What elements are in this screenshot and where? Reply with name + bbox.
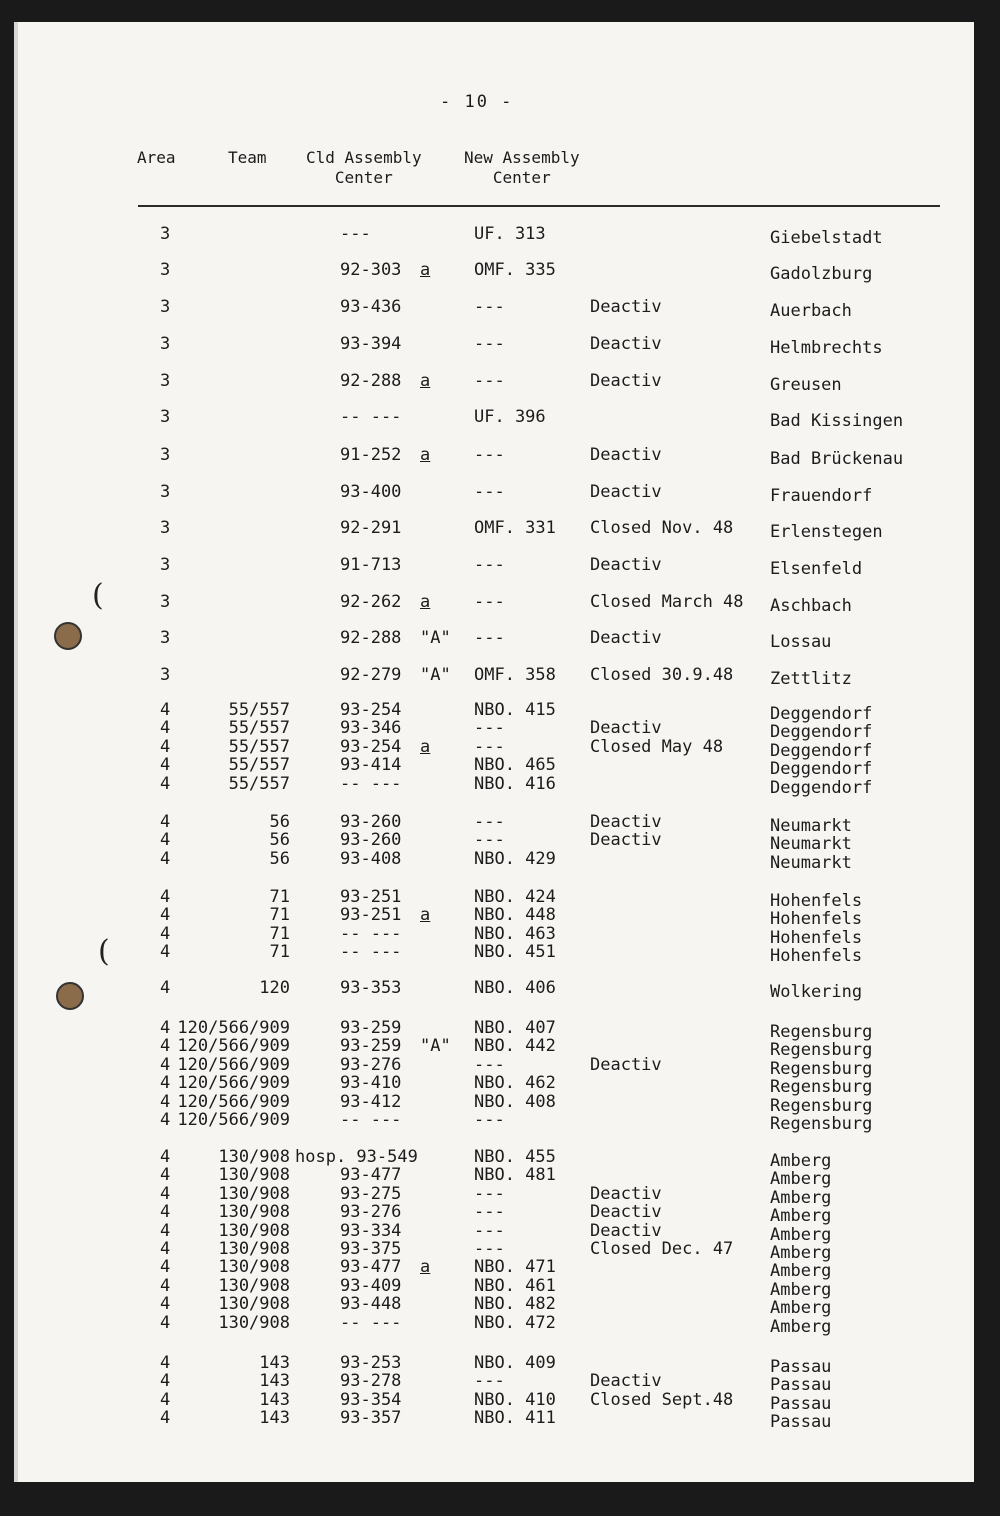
area-cell: 4	[160, 1147, 171, 1167]
place-cell: Greusen	[770, 375, 842, 395]
team-cell: 120/566/909	[177, 1073, 290, 1093]
area-cell: 4	[160, 1202, 171, 1222]
place-cell: Amberg	[770, 1188, 832, 1208]
new-center-cell: NBO. 410	[474, 1390, 556, 1410]
old-center-cell: 91-713	[340, 555, 402, 575]
area-cell: 3	[160, 334, 171, 354]
place-cell: Amberg	[770, 1169, 832, 1189]
place-cell: Regensburg	[770, 1114, 873, 1134]
area-cell: 3	[160, 371, 171, 391]
team-cell: 55/557	[228, 755, 290, 775]
place-cell: Regensburg	[770, 1022, 873, 1042]
area-cell: 3	[160, 482, 171, 502]
team-cell: 56	[269, 830, 290, 850]
status-cell: Deactiv	[590, 1184, 662, 1204]
new-center-cell: ---	[474, 1239, 505, 1259]
new-center-cell: ---	[474, 812, 505, 832]
team-cell: 143	[259, 1371, 290, 1391]
old-center-suffix: a	[420, 592, 431, 612]
place-cell: Neumarkt	[770, 853, 852, 873]
new-center-cell: NBO. 482	[474, 1294, 556, 1314]
old-center-cell: 93-410	[340, 1073, 402, 1093]
old-center-cell: 91-252	[340, 445, 402, 465]
area-cell: 3	[160, 407, 171, 427]
header-new-center: New Assembly Center	[464, 148, 580, 187]
old-center-cell: 93-278	[340, 1371, 402, 1391]
area-cell: 3	[160, 592, 171, 612]
new-center-cell: NBO. 416	[474, 774, 556, 794]
status-cell: Closed 30.9.48	[590, 665, 734, 685]
place-cell: Auerbach	[770, 301, 852, 321]
old-center-cell: -- ---	[340, 774, 402, 794]
old-center-cell: 93-448	[340, 1294, 402, 1314]
old-center-cell: 93-400	[340, 482, 402, 502]
place-cell: Passau	[770, 1375, 832, 1395]
old-center-cell: hosp. 93-549	[295, 1147, 418, 1167]
team-cell: 130/908	[218, 1165, 290, 1185]
status-cell: Deactiv	[590, 628, 662, 648]
old-center-suffix: "A"	[420, 1036, 451, 1056]
area-cell: 4	[160, 1390, 171, 1410]
place-cell: Neumarkt	[770, 816, 852, 836]
old-center-cell: 93-346	[340, 718, 402, 738]
status-cell: Deactiv	[590, 1221, 662, 1241]
place-cell: Amberg	[770, 1225, 832, 1245]
team-cell: 143	[259, 1353, 290, 1373]
new-center-cell: ---	[474, 1110, 505, 1130]
old-center-cell: 93-253	[340, 1353, 402, 1373]
new-center-cell: ---	[474, 628, 505, 648]
area-cell: 4	[160, 1257, 171, 1277]
area-cell: 4	[160, 1221, 171, 1241]
new-center-cell: NBO. 415	[474, 700, 556, 720]
status-cell: Deactiv	[590, 482, 662, 502]
place-cell: Bad Brückenau	[770, 449, 904, 469]
place-cell: Regensburg	[770, 1077, 873, 1097]
page-number: - 10 -	[440, 92, 514, 112]
team-cell: 120/566/909	[177, 1055, 290, 1075]
team-cell: 55/557	[228, 700, 290, 720]
header-area: Area	[137, 148, 176, 167]
old-center-cell: 92-279	[340, 665, 402, 685]
place-cell: Amberg	[770, 1261, 832, 1281]
old-center-cell: ---	[340, 224, 371, 244]
place-cell: Wolkering	[770, 982, 863, 1002]
new-center-cell: ---	[474, 1202, 505, 1222]
place-cell: Gadolzburg	[770, 264, 873, 284]
place-cell: Regensburg	[770, 1040, 873, 1060]
place-cell: Hohenfels	[770, 891, 863, 911]
new-center-cell: NBO. 461	[474, 1276, 556, 1296]
new-center-cell: NBO. 465	[474, 755, 556, 775]
place-cell: Passau	[770, 1412, 832, 1432]
new-center-cell: ---	[474, 1221, 505, 1241]
place-cell: Deggendorf	[770, 759, 873, 779]
team-cell: 143	[259, 1390, 290, 1410]
old-center-cell: 93-334	[340, 1221, 402, 1241]
old-center-cell: 92-303	[340, 260, 402, 280]
team-cell: 120/566/909	[177, 1018, 290, 1038]
area-cell: 4	[160, 1408, 171, 1428]
old-center-suffix: a	[420, 1257, 431, 1277]
new-center-cell: NBO. 451	[474, 942, 556, 962]
place-cell: Amberg	[770, 1206, 832, 1226]
status-cell: Closed Dec. 47	[590, 1239, 734, 1259]
area-cell: 4	[160, 812, 171, 832]
old-center-suffix: a	[420, 905, 431, 925]
punch-hole	[54, 622, 82, 650]
team-cell: 143	[259, 1408, 290, 1428]
new-center-cell: NBO. 442	[474, 1036, 556, 1056]
old-center-cell: 92-288	[340, 628, 402, 648]
punch-mark: (	[92, 578, 104, 613]
new-center-cell: ---	[474, 1371, 505, 1391]
old-center-cell: 93-276	[340, 1202, 402, 1222]
area-cell: 4	[160, 718, 171, 738]
place-cell: Regensburg	[770, 1059, 873, 1079]
new-center-cell: NBO. 471	[474, 1257, 556, 1277]
old-center-cell: -- ---	[340, 924, 402, 944]
team-cell: 71	[269, 905, 290, 925]
area-cell: 4	[160, 774, 171, 794]
status-cell: Closed May 48	[590, 737, 724, 757]
area-cell: 3	[160, 555, 171, 575]
old-center-cell: 93-254	[340, 700, 402, 720]
old-center-cell: 93-375	[340, 1239, 402, 1259]
status-cell: Deactiv	[590, 555, 662, 575]
old-center-cell: 93-414	[340, 755, 402, 775]
new-center-cell: NBO. 424	[474, 887, 556, 907]
status-cell: Deactiv	[590, 371, 662, 391]
status-cell: Closed Nov. 48	[590, 518, 734, 538]
header-rule	[138, 205, 940, 207]
team-cell: 130/908	[218, 1257, 290, 1277]
new-center-cell: NBO. 448	[474, 905, 556, 925]
area-cell: 4	[160, 1036, 171, 1056]
new-center-cell: UF. 313	[474, 224, 546, 244]
old-center-cell: 93-436	[340, 297, 402, 317]
old-center-cell: -- ---	[340, 1110, 402, 1130]
punch-mark: (	[98, 934, 110, 969]
place-cell: Elsenfeld	[770, 559, 863, 579]
new-center-cell: ---	[474, 371, 505, 391]
new-center-cell: OMF. 358	[474, 665, 556, 685]
new-center-cell: ---	[474, 1055, 505, 1075]
old-center-cell: 93-354	[340, 1390, 402, 1410]
place-cell: Passau	[770, 1394, 832, 1414]
area-cell: 4	[160, 1353, 171, 1373]
status-cell: Deactiv	[590, 1371, 662, 1391]
team-cell: 56	[269, 849, 290, 869]
punch-hole	[56, 982, 84, 1010]
old-center-cell: 93-251	[340, 905, 402, 925]
new-center-cell: ---	[474, 737, 505, 757]
area-cell: 3	[160, 518, 171, 538]
old-center-cell: 93-251	[340, 887, 402, 907]
area-cell: 4	[160, 1371, 171, 1391]
area-cell: 3	[160, 260, 171, 280]
team-cell: 130/908	[218, 1313, 290, 1333]
old-center-cell: -- ---	[340, 1313, 402, 1333]
area-cell: 4	[160, 1239, 171, 1259]
old-center-cell: -- ---	[340, 407, 402, 427]
new-center-cell: ---	[474, 555, 505, 575]
area-cell: 4	[160, 1018, 171, 1038]
place-cell: Amberg	[770, 1151, 832, 1171]
new-center-cell: NBO. 481	[474, 1165, 556, 1185]
area-cell: 4	[160, 755, 171, 775]
place-cell: Amberg	[770, 1317, 832, 1337]
team-cell: 130/908	[218, 1239, 290, 1259]
old-center-cell: 92-291	[340, 518, 402, 538]
place-cell: Amberg	[770, 1243, 832, 1263]
place-cell: Hohenfels	[770, 909, 863, 929]
status-cell: Deactiv	[590, 1202, 662, 1222]
old-center-cell: 93-275	[340, 1184, 402, 1204]
old-center-cell: 92-262	[340, 592, 402, 612]
status-cell: Deactiv	[590, 812, 662, 832]
place-cell: Amberg	[770, 1280, 832, 1300]
place-cell: Aschbach	[770, 596, 852, 616]
area-cell: 4	[160, 905, 171, 925]
team-cell: 130/908	[218, 1294, 290, 1314]
old-center-cell: 93-260	[340, 830, 402, 850]
team-cell: 130/908	[218, 1184, 290, 1204]
team-cell: 120/566/909	[177, 1110, 290, 1130]
old-center-cell: 93-254	[340, 737, 402, 757]
status-cell: Deactiv	[590, 718, 662, 738]
place-cell: Deggendorf	[770, 722, 873, 742]
area-cell: 3	[160, 445, 171, 465]
area-cell: 3	[160, 628, 171, 648]
area-cell: 4	[160, 978, 171, 998]
header-old-center: Cld Assembly Center	[306, 148, 422, 187]
new-center-cell: OMF. 335	[474, 260, 556, 280]
team-cell: 55/557	[228, 737, 290, 757]
area-cell: 4	[160, 1313, 171, 1333]
old-center-cell: 93-259	[340, 1018, 402, 1038]
old-center-cell: 93-477	[340, 1165, 402, 1185]
old-center-cell: 93-408	[340, 849, 402, 869]
place-cell: Regensburg	[770, 1096, 873, 1116]
old-center-suffix: a	[420, 737, 431, 757]
area-cell: 4	[160, 737, 171, 757]
old-center-cell: 93-409	[340, 1276, 402, 1296]
old-center-cell: 93-259	[340, 1036, 402, 1056]
status-cell: Closed March 48	[590, 592, 744, 612]
place-cell: Amberg	[770, 1298, 832, 1318]
team-cell: 120/566/909	[177, 1092, 290, 1112]
page-edge	[14, 22, 18, 1482]
area-cell: 4	[160, 700, 171, 720]
old-center-cell: 93-353	[340, 978, 402, 998]
place-cell: Giebelstadt	[770, 228, 883, 248]
team-cell: 120/566/909	[177, 1036, 290, 1056]
new-center-cell: NBO. 406	[474, 978, 556, 998]
new-center-cell: ---	[474, 334, 505, 354]
new-center-cell: ---	[474, 297, 505, 317]
team-cell: 130/908	[218, 1202, 290, 1222]
new-center-cell: ---	[474, 445, 505, 465]
area-cell: 4	[160, 1110, 171, 1130]
area-cell: 4	[160, 1073, 171, 1093]
new-center-cell: ---	[474, 718, 505, 738]
place-cell: Deggendorf	[770, 778, 873, 798]
new-center-cell: NBO. 411	[474, 1408, 556, 1428]
area-cell: 4	[160, 887, 171, 907]
place-cell: Deggendorf	[770, 741, 873, 761]
area-cell: 3	[160, 224, 171, 244]
header-team: Team	[228, 148, 267, 167]
place-cell: Erlenstegen	[770, 522, 883, 542]
old-center-cell: 92-288	[340, 371, 402, 391]
old-center-suffix: "A"	[420, 628, 451, 648]
place-cell: Bad Kissingen	[770, 411, 904, 431]
new-center-cell: NBO. 455	[474, 1147, 556, 1167]
old-center-cell: 93-260	[340, 812, 402, 832]
area-cell: 4	[160, 942, 171, 962]
old-center-suffix: a	[420, 445, 431, 465]
team-cell: 71	[269, 924, 290, 944]
area-cell: 4	[160, 1294, 171, 1314]
place-cell: Helmbrechts	[770, 338, 883, 358]
new-center-cell: ---	[474, 482, 505, 502]
area-cell: 4	[160, 1165, 171, 1185]
new-center-cell: UF. 396	[474, 407, 546, 427]
place-cell: Lossau	[770, 632, 832, 652]
old-center-cell: -- ---	[340, 942, 402, 962]
team-cell: 55/557	[228, 718, 290, 738]
new-center-cell: NBO. 429	[474, 849, 556, 869]
new-center-cell: NBO. 408	[474, 1092, 556, 1112]
team-cell: 71	[269, 942, 290, 962]
old-center-cell: 93-394	[340, 334, 402, 354]
place-cell: Hohenfels	[770, 946, 863, 966]
new-center-cell: ---	[474, 1184, 505, 1204]
new-center-cell: ---	[474, 592, 505, 612]
new-center-cell: NBO. 463	[474, 924, 556, 944]
old-center-suffix: "A"	[420, 665, 451, 685]
area-cell: 4	[160, 1055, 171, 1075]
old-center-cell: 93-477	[340, 1257, 402, 1277]
place-cell: Frauendorf	[770, 486, 873, 506]
place-cell: Zettlitz	[770, 669, 852, 689]
team-cell: 55/557	[228, 774, 290, 794]
area-cell: 4	[160, 830, 171, 850]
status-cell: Closed Sept.48	[590, 1390, 734, 1410]
team-cell: 120	[259, 978, 290, 998]
team-cell: 130/908	[218, 1147, 290, 1167]
place-cell: Hohenfels	[770, 928, 863, 948]
new-center-cell: NBO. 407	[474, 1018, 556, 1038]
place-cell: Deggendorf	[770, 704, 873, 724]
area-cell: 4	[160, 1184, 171, 1204]
place-cell: Neumarkt	[770, 834, 852, 854]
status-cell: Deactiv	[590, 297, 662, 317]
old-center-suffix: a	[420, 371, 431, 391]
old-center-cell: 93-357	[340, 1408, 402, 1428]
status-cell: Deactiv	[590, 830, 662, 850]
area-cell: 3	[160, 297, 171, 317]
team-cell: 56	[269, 812, 290, 832]
place-cell: Passau	[770, 1357, 832, 1377]
new-center-cell: NBO. 409	[474, 1353, 556, 1373]
status-cell: Deactiv	[590, 334, 662, 354]
old-center-suffix: a	[420, 260, 431, 280]
new-center-cell: NBO. 472	[474, 1313, 556, 1333]
team-cell: 71	[269, 887, 290, 907]
new-center-cell: NBO. 462	[474, 1073, 556, 1093]
team-cell: 130/908	[218, 1221, 290, 1241]
old-center-cell: 93-276	[340, 1055, 402, 1075]
status-cell: Deactiv	[590, 1055, 662, 1075]
status-cell: Deactiv	[590, 445, 662, 465]
area-cell: 4	[160, 1092, 171, 1112]
area-cell: 3	[160, 665, 171, 685]
old-center-cell: 93-412	[340, 1092, 402, 1112]
new-center-cell: ---	[474, 830, 505, 850]
team-cell: 130/908	[218, 1276, 290, 1296]
area-cell: 4	[160, 849, 171, 869]
new-center-cell: OMF. 331	[474, 518, 556, 538]
area-cell: 4	[160, 924, 171, 944]
area-cell: 4	[160, 1276, 171, 1296]
